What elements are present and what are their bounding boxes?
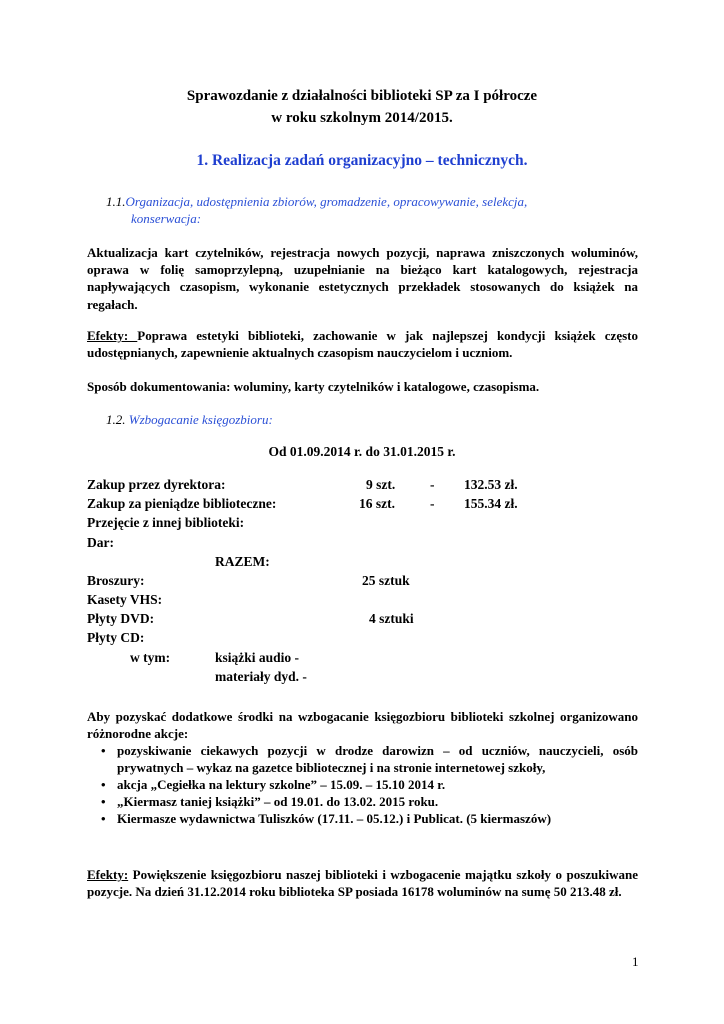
acq-razem: RAZEM: — [215, 554, 270, 569]
paragraph-efekty-1 — [87, 327, 638, 361]
paragraph-akcje-intro: Aby pozyskać dodatkowe środki na wzbogacanie księgozbioru biblioteki szkolnej organizowano różnorodne akcje: — [87, 709, 638, 742]
subsection-1-2-number: 1.2. — [106, 412, 126, 427]
acq-r2-qty: 16 szt. — [359, 496, 395, 511]
acq-r5-value: 25 sztuk — [362, 573, 410, 588]
subsection-1-1-title: Organizacja, udostępnienia zbiorów, gromadzenie, opracowywanie, selekcja, — [125, 194, 528, 209]
section-1-heading: 1. Realizacja zadań organizacyjno – technicznych. — [196, 152, 528, 169]
acq-r8-label: Płyty CD: — [87, 630, 145, 645]
acq-audio: książki audio - — [215, 650, 300, 665]
acq-r2-label: Zakup za pieniądze biblioteczne: — [87, 496, 277, 511]
acq-r2-amount: 155.34 zł. — [464, 496, 518, 511]
bullet-glyph: • — [101, 811, 106, 826]
akcje-list — [87, 742, 638, 827]
efekty-2-label: Efekty: — [87, 867, 129, 882]
page-number: 1 — [632, 954, 639, 969]
acq-r3-label: Przejęcie z innej biblioteki: — [87, 515, 245, 530]
list-item — [87, 793, 638, 810]
bullet-glyph: • — [101, 794, 106, 809]
list-item — [87, 810, 638, 827]
acq-r4-label: Dar: — [87, 535, 114, 550]
acq-r1-amount: 132.53 zł. — [464, 477, 518, 492]
bullet-glyph: • — [101, 743, 106, 758]
efekty-2-text: Powiększenie księgozbioru naszej biblioteki i wzbogacenie majątku szkoły o poszukiwane pozycje. Na dzień 31.12.2014 roku biblioteka SP posiada 16178 woluminów na sumę 50 213.48 zł. — [87, 867, 638, 900]
acq-r1-label: Zakup przez dyrektora: — [87, 477, 226, 492]
subsection-1-1-line1 — [106, 194, 527, 210]
acq-r7-value: 4 sztuki — [369, 611, 414, 626]
subsection-1-1-number: 1.1. — [106, 194, 126, 209]
list-item-text: pozyskiwanie ciekawych pozycji w drodze darowizn – od uczniów, nauczycieli, osób prywatnych – wykaz na gazetce bibliotecznej i na stronie internetowej szkoły, — [117, 743, 638, 775]
subsection-1-1-line2: konserwacja: — [131, 211, 202, 226]
paragraph-efekty-2 — [87, 866, 638, 900]
document-title-line2: w roku szkolnym 2014/2015. — [271, 110, 453, 126]
subsection-1-2-heading — [106, 412, 273, 428]
acq-r2-dash: - — [430, 496, 435, 511]
list-item-text: Kiermasze wydawnictwa Tuliszków (17.11. – 05.12.) i Publicat. (5 kiermaszów) — [117, 811, 552, 826]
acq-wtym: w tym: — [130, 650, 171, 665]
efekty-text: Poprawa estetyki biblioteki, zachowanie w jak najlepszej kondycji książek często udostępnianych, zapewnienie aktualnych czasopism nauczycielom i uczniom. — [87, 328, 638, 361]
efekty-label: Efekty: — [87, 328, 138, 343]
paragraph-sposob: Sposób dokumentowania: woluminy, karty czytelników i katalogowe, czasopisma. — [87, 379, 540, 394]
acq-r1-qty: 9 szt. — [366, 477, 396, 492]
bullet-glyph: • — [101, 777, 106, 792]
acq-r5-label: Broszury: — [87, 573, 145, 588]
subsection-1-2-title: Wzbogacanie księgozbioru: — [128, 412, 273, 427]
acq-r6-label: Kasety VHS: — [87, 592, 163, 607]
acq-materialy: materiały dyd. - — [215, 669, 307, 684]
period-line: Od 01.09.2014 r. do 31.01.2015 r. — [268, 444, 456, 459]
list-item-text: akcja „Cegiełka na lektury szkolne” – 15.09. – 15.10 2014 r. — [117, 777, 446, 792]
list-item-text: „Kiermasz taniej książki” – od 19.01. do 13.02. 2015 roku. — [117, 794, 439, 809]
paragraph-aktualizacja: Aktualizacja kart czytelników, rejestracja nowych pozycji, naprawa zniszczonych woluminów, oprawa w folię samoprzylepną, uzupełnianie na bieżąco kart katalogowych, rejestracja napływających czasopism, wykonanie estetycznych przekładek stosowanych do książek na regałach. — [87, 245, 638, 312]
acq-r7-label: Płyty DVD: — [87, 611, 155, 626]
document-title-line1: Sprawozdanie z działalności biblioteki SP za I półrocze — [186, 88, 538, 104]
acq-r1-dash: - — [430, 477, 435, 492]
list-item — [87, 742, 638, 776]
list-item — [87, 776, 638, 793]
